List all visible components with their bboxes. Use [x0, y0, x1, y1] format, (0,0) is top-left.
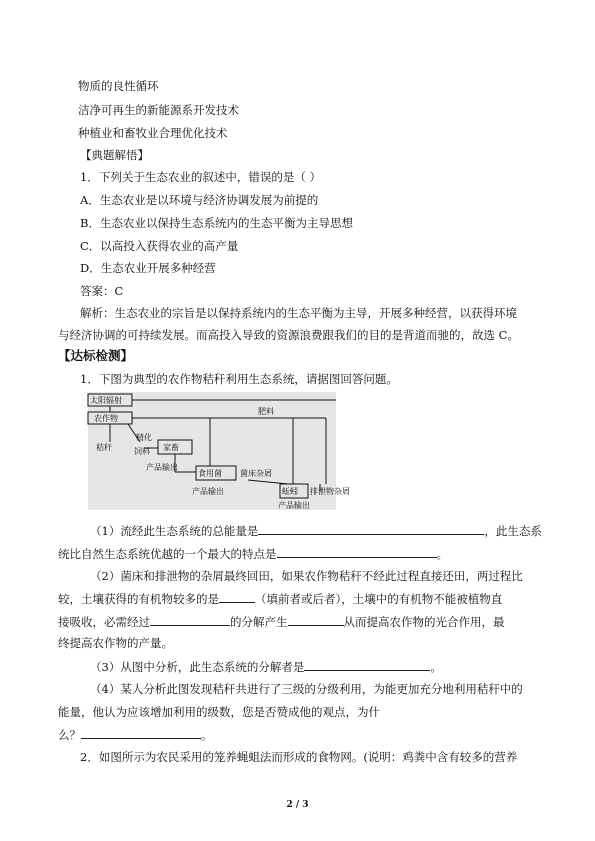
q-text: 统比自然生态系统优越的一个最大的特点是 — [58, 547, 277, 561]
q-text: 较，土壤获得的有机物较多的是 — [58, 592, 219, 606]
answer: 答案：C — [80, 284, 124, 298]
diagram-label: 排泄物杂屑 — [310, 487, 350, 496]
q1-2-line-1: （2）菌床和排泄物的杂屑最终回田，如果农作物秸秆不经此过程直接还田，两过程比 — [90, 569, 523, 583]
text-line: 种植业和畜牧业合理优化技术 — [78, 126, 228, 140]
option-a: A．生态农业是以环境与经济协调发展为前提的 — [80, 193, 319, 207]
option-d: D．生态农业开展多种经营 — [80, 261, 216, 275]
answer-blank[interactable] — [304, 659, 430, 671]
q1-1-line-1 — [90, 523, 542, 538]
analysis-line-1: 解析：生态农业的宗旨是以保持系统内的生态平衡为主导，开展多种经营，以获得环境 — [80, 306, 517, 320]
q-text: 的分解产生 — [230, 615, 288, 629]
answer-blank[interactable] — [288, 614, 344, 626]
q1-4-line-3 — [58, 727, 213, 742]
q1-2-line-3 — [58, 614, 505, 629]
answer-blank[interactable] — [150, 614, 230, 626]
option-c: C．以高投入获得农业的高产量 — [80, 239, 239, 253]
answer-blank[interactable] — [81, 727, 201, 739]
q-text: 。 — [201, 728, 213, 742]
q-text: （1）流经此生态系统的总能量是 — [90, 524, 259, 538]
q-text: 。 — [436, 547, 448, 561]
diagram-label: 秸秆 — [96, 443, 112, 452]
option-b: B．生态农业以保持生态系统内的生态平衡为主导思想 — [80, 216, 353, 230]
diagram-label: 菌床杂屑 — [240, 469, 272, 478]
diagram-label: 食用菌 — [198, 469, 222, 478]
q-text: ，此生态系 — [484, 524, 542, 538]
question-2: 2．如图所示为农民采用的笼养蝇蛆法而形成的食物网。(说明：鸡粪中含有较多的营养 — [80, 750, 518, 764]
diagram-label: 家畜 — [163, 443, 179, 452]
q-text: 接吸收，必需经过 — [58, 615, 150, 629]
question-intro: 1．下图为典型的农作物秸秆利用生态系统，请据图回答问题。 — [80, 372, 398, 386]
diagram-label: 产品输出 — [192, 487, 224, 496]
q1-2-line-4: 终提高农作物的产量。 — [58, 636, 173, 650]
q-text: 。 — [430, 660, 442, 674]
section-title: 【达标检测】 — [58, 348, 134, 363]
answer-blank[interactable] — [277, 546, 437, 558]
q-text: 从而提高农作物的光合作用，最 — [343, 615, 505, 629]
diagram-label: 产品输出 — [278, 501, 310, 510]
subsection-heading: 【典题解悟】 — [80, 148, 149, 162]
page-number: 2 / 3 — [286, 800, 309, 810]
diagram-label: 饲料 — [134, 447, 150, 456]
q1-4-line-2: 能量，他认为应该增加利用的级数，您是否赞成他的观点，为什 — [58, 705, 380, 719]
analysis-line-2: 与经济协调的可持续发展。而高投入导致的资源浪费跟我们的目的是背道而驰的，故选 C。 — [58, 328, 519, 342]
q1-4-line-1: （4）某人分析此图发现秸秆共进行了三级的分级利用，为能更加充分地利用秸秆中的 — [90, 682, 523, 696]
q-text: （填前者或后者），土壤中的有机物不能被植物直 — [255, 592, 503, 606]
text-line: 物质的良性循环 — [78, 79, 159, 93]
diagram-label: 农作物 — [94, 414, 118, 423]
diagram-label: 肥料 — [258, 407, 274, 416]
q1-1-line-2 — [58, 546, 448, 561]
answer-blank[interactable] — [258, 523, 484, 535]
q-text: （3）从图中分析，此生态系统的分解者是 — [90, 660, 305, 674]
diagram-label: 蚯蚓 — [282, 487, 298, 496]
text-line: 洁净可再生的新能源系开发技术 — [78, 103, 239, 117]
q1-3-line — [90, 659, 442, 674]
ecosystem-diagram — [88, 392, 350, 510]
diagram-label: 太阳辐射 — [90, 396, 122, 405]
diagram-label: 精化 — [136, 433, 152, 442]
q1-2-line-2 — [58, 591, 502, 606]
question-1-stem: 1．下列关于生态农业的叙述中，错误的是（ ） — [80, 170, 321, 184]
q-text: 么？ — [58, 728, 81, 742]
answer-blank[interactable] — [219, 591, 255, 603]
diagram-label: 产品输出 — [146, 463, 178, 472]
